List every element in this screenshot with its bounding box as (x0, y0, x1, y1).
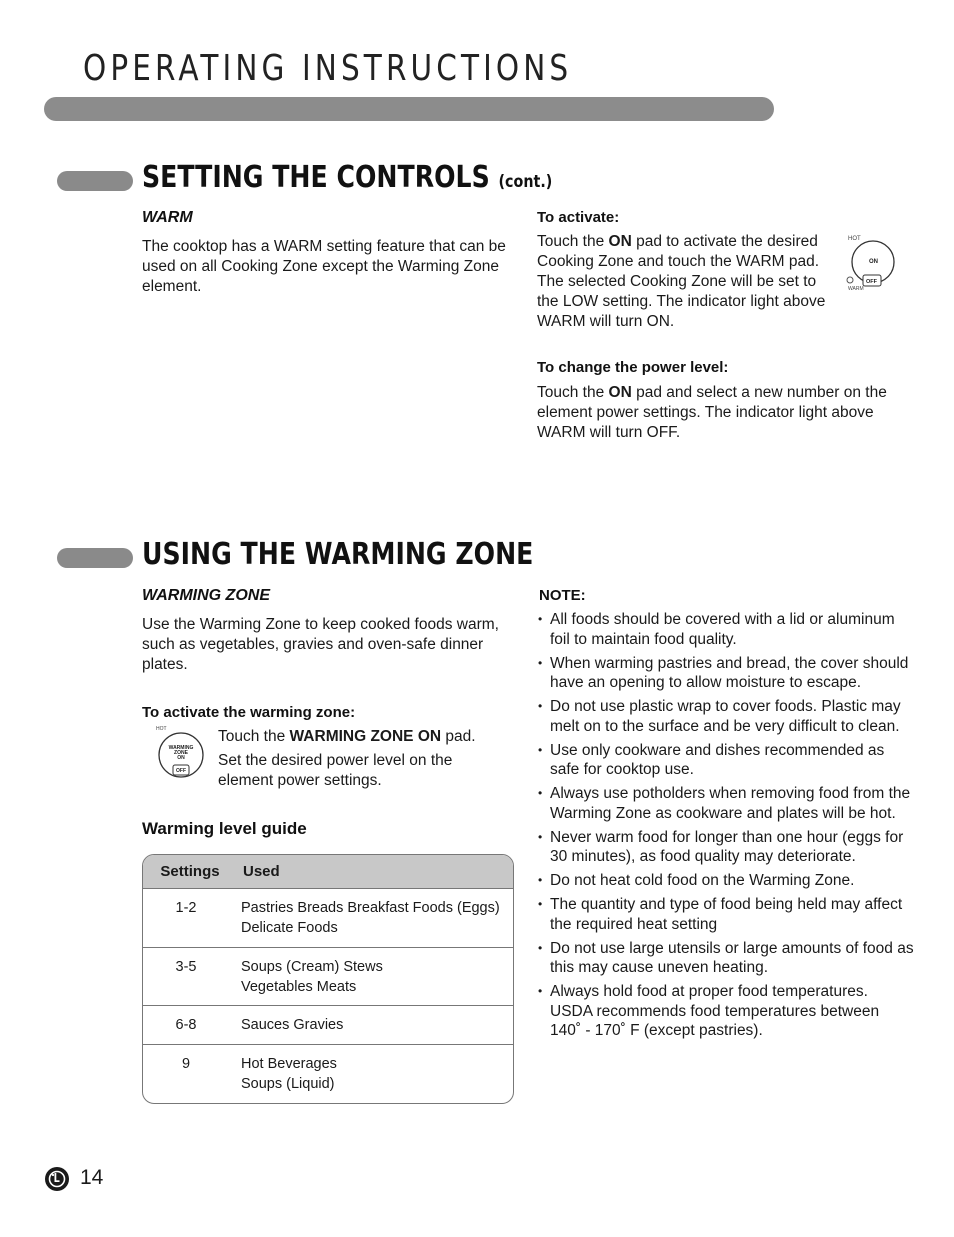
table-row (143, 1045, 513, 1103)
note-item: • The quantity and type of food being held may affect the required heat setting (538, 895, 914, 934)
table-row (143, 889, 513, 948)
section-marker (57, 171, 133, 191)
column-header-used: Used (243, 863, 280, 880)
used-cell-line2: Soups (Liquid) (241, 1076, 335, 1092)
svg-text:ON: ON (177, 755, 185, 761)
activate-wz-step-1: Touch the WARMING ZONE ON pad. (218, 728, 476, 745)
svg-text:WARMING: WARMING (168, 745, 194, 751)
page-number: 14 (80, 1166, 104, 1189)
cooktop-control-pad-icon (844, 232, 900, 292)
note-list (538, 610, 914, 1045)
warm-heading: WARM (142, 209, 193, 226)
used-cell-line1: Hot Beverages (241, 1056, 337, 1072)
section-title-setting-controls: SETTING THE CONTROLS (cont.) (142, 160, 553, 195)
change-power-text: Touch the ON pad and select a new number on the element power settings. The indicator light above WARM will turn OFF. (537, 384, 887, 441)
note-item: • Always hold food at proper food temperatures. USDA recommends food temperatures between 140˚ - 170˚ F (except pastries). (538, 982, 914, 1041)
section-marker (57, 548, 133, 568)
warm-description: The cooktop has a WARM setting feature that can be used on all Cooking Zone except the Warming Zone element. (142, 238, 506, 295)
note-item: • Always use potholders when removing food from the Warming Zone as cookware and plates will be hot. (538, 784, 914, 823)
activate-wz-step-2: Set the desired power level on the element power settings. (218, 752, 453, 789)
svg-text:ON: ON (869, 259, 878, 265)
activate-heading: To activate: (537, 209, 620, 226)
setting-cell: 3-5 (175, 959, 197, 975)
warming-level-table (142, 854, 514, 1104)
note-item: • Do not use plastic wrap to cover foods. Plastic may melt on to the surface and be very difficult to clean. (538, 697, 914, 736)
title-bar (44, 97, 774, 121)
svg-text:HOT: HOT (848, 236, 861, 242)
page-title: OPERATING INSTRUCTIONS (83, 48, 573, 89)
table-header (143, 855, 513, 889)
note-item: • When warming pastries and bread, the cover should have an opening to allow moisture to escape. (538, 654, 914, 693)
warming-zone-heading: WARMING ZONE (142, 587, 270, 604)
used-cell-line1: Soups (Cream) Stews (241, 959, 383, 975)
warming-guide-heading: Warming level guide (142, 819, 307, 838)
note-item: • Do not use large utensils or large amounts of food as this may cause uneven heating. (538, 939, 914, 978)
used-cell-line1: Sauces Gravies (241, 1017, 344, 1033)
used-cell-line2: Delicate Foods (241, 920, 338, 936)
used-cell-line2: Vegetables Meats (241, 979, 357, 995)
warming-zone-description: Use the Warming Zone to keep cooked foods warm, such as vegetables, gravies and oven-safe dinner plates. (142, 616, 499, 673)
activate-text: Touch the ON pad to activate the desired Cooking Zone and touch the WARM pad. The selected Cooking Zone will be set to the LOW setting. The indicator light above WARM will turn ON. (537, 233, 826, 330)
svg-text:ZONE: ZONE (174, 750, 188, 756)
warming-zone-control-pad-icon (154, 723, 210, 781)
svg-text:OFF: OFF (866, 279, 877, 285)
note-item: • Never warm food for longer than one hour (eggs for 30 minutes), as food quality may deteriorate. (538, 828, 914, 867)
table-row (143, 948, 513, 1006)
activate-wz-heading: To activate the warming zone: (142, 704, 356, 721)
svg-text:HOT: HOT (156, 726, 167, 732)
change-power-heading: To change the power level: (537, 359, 729, 376)
used-cell-line1: Pastries Breads Breakfast Foods (Eggs) (241, 900, 500, 916)
setting-cell: 1-2 (175, 900, 197, 916)
note-item: • Do not heat cold food on the Warming Zone. (538, 871, 914, 891)
setting-cell: 9 (181, 1056, 191, 1072)
svg-text:OFF: OFF (176, 768, 186, 774)
column-header-settings: Settings (160, 863, 220, 880)
svg-text:WARM: WARM (848, 286, 864, 292)
table-row (143, 1006, 513, 1045)
lg-logo-icon (44, 1166, 70, 1192)
setting-cell: 6-8 (175, 1017, 197, 1033)
note-heading: NOTE: (539, 587, 586, 604)
note-item: • All foods should be covered with a lid or aluminum foil to maintain food quality. (538, 610, 914, 649)
note-item: • Use only cookware and dishes recommended as safe for cooktop use. (538, 741, 914, 780)
section-title-warming-zone: USING THE WARMING ZONE (142, 537, 534, 572)
